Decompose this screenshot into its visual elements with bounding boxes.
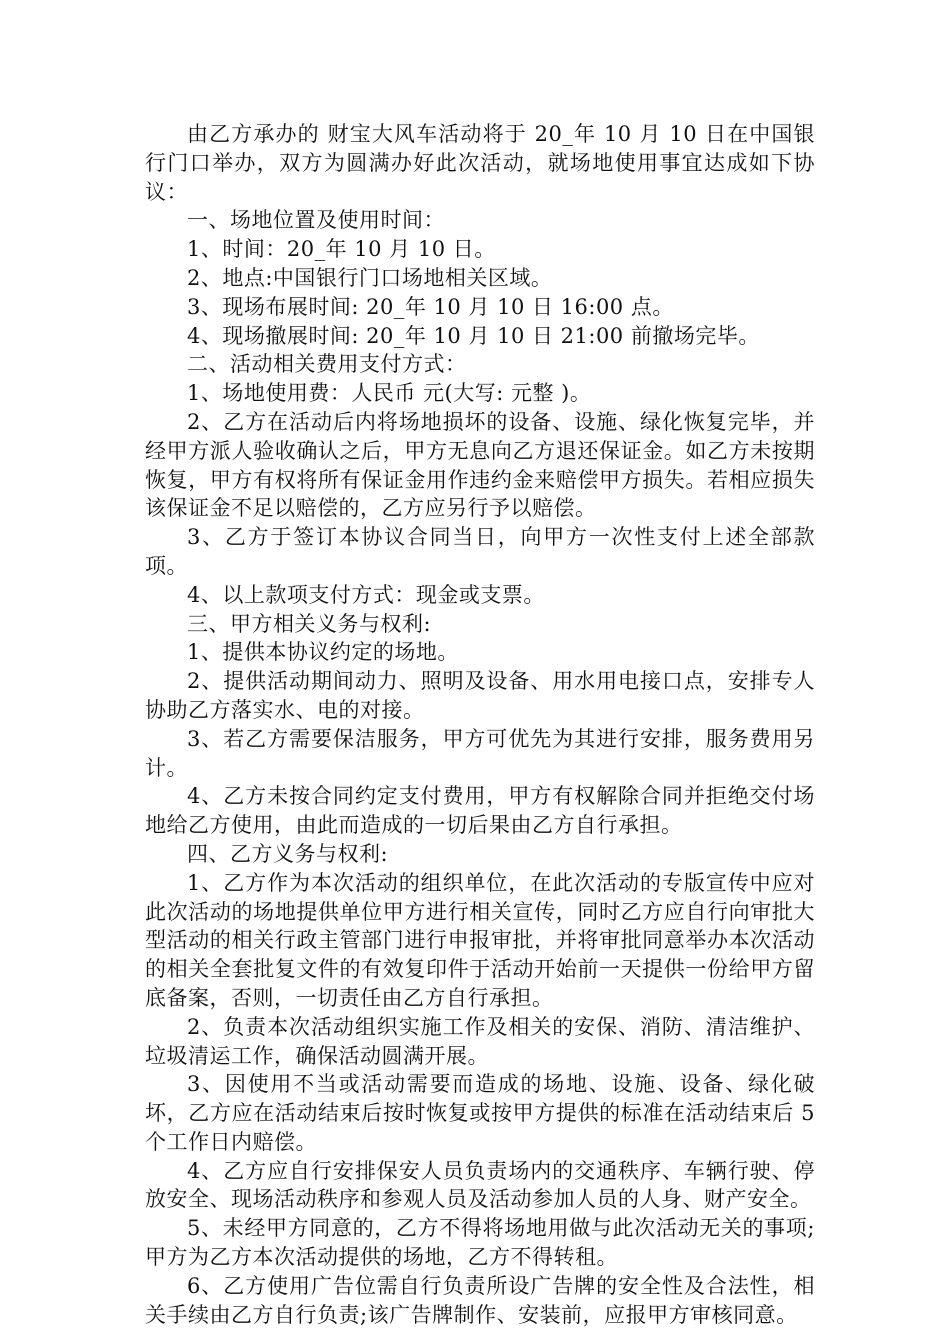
party-a-item-2: 2、提供活动期间动力、照明及设备、用水用电接口点，安排专人协助乙方落实水、电的对接。 <box>145 669 815 722</box>
party-b-item-2: 2、负责本次活动组织实施工作及相关的安保、消防、清洁维护、垃圾清运工作，确保活动圆满开展。 <box>145 1014 815 1068</box>
section-heading-fees: 二、活动相关费用支付方式： <box>187 352 467 377</box>
section-heading-venue: 一、场地位置及使用时间： <box>187 208 445 233</box>
party-a-item-4: 4、乙方未按合同约定支付费用，甲方有权解除合同并拒绝交付场地给乙方使用，由此而造成的一切后果由乙方自行承担。 <box>145 784 815 838</box>
intro-paragraph: 由乙方承办的 财宝大风车活动将于 20_年 10 月 10 日在中国银行门口举办，双方为圆满办好此次活动，就场地使用事宜达成如下协议： <box>145 122 815 204</box>
section-heading-party-a: 三、甲方相关义务与权利: <box>187 611 432 636</box>
venue-item-location: 2、地点:中国银行门口场地相关区域。 <box>187 265 553 290</box>
venue-item-time: 1、时间：20_年 10 月 10 日。 <box>187 237 496 262</box>
party-a-item-3: 3、若乙方需要保洁服务，甲方可优先为其进行安排，服务费用另计。 <box>145 726 815 780</box>
section-heading-party-b: 四、乙方义务与权利: <box>187 841 389 866</box>
fee-item-method: 4、以上款项支付方式：现金或支票。 <box>187 582 545 607</box>
party-b-item-5: 5、未经甲方同意的，乙方不得将场地用做与此次活动无关的事项;甲方为乙方本次活动提供的场地，乙方不得转租。 <box>145 1216 815 1270</box>
fee-item-deposit: 2、乙方在活动后内将场地损坏的设备、设施、绿化恢复完毕，并经甲方派人验收确认之后，甲方无息向乙方退还保证金。如乙方未按期恢复，甲方有权将所有保证金用作违约金来赔偿甲方损失。若相应损失该保证金不足以赔偿的，乙方应另行予以赔偿。 <box>145 409 815 521</box>
fee-item-usage: 1、场地使用费：人民币 元(大写: 元整 )。 <box>187 381 592 406</box>
party-b-item-3: 3、因使用不当或活动需要而造成的场地、设施、设备、绿化破坏，乙方应在活动结束后按时恢复或按甲方提供的标准在活动结束后 5 个工作日内赔偿。 <box>145 1072 815 1154</box>
party-a-item-1: 1、提供本协议约定的场地。 <box>187 640 459 665</box>
party-b-item-4: 4、乙方应自行安排保安人员负责场内的交通秩序、车辆行驶、停放安全、现场活动秩序和参观人员及活动参加人员的人身、财产安全。 <box>145 1158 815 1212</box>
fee-item-payment: 3、乙方于签订本协议合同当日，向甲方一次性支付上述全部款项。 <box>145 525 815 578</box>
party-b-item-6: 6、乙方使用广告位需自行负责所设广告牌的安全性及合法性，相关手续由乙方自行负责;该广告牌制作、安装前，应报甲方审核同意。 <box>145 1273 815 1327</box>
party-b-item-1: 1、乙方作为本次活动的组织单位，在此次活动的专版宣传中应对此次活动的场地提供单位甲方进行相关宣传，同时乙方应自行向审批大型活动的相关行政主管部门进行申报审批，并将审批同意举办本次活动的相关全套批复文件的有效复印件于活动开始前一天提供一份给甲方留底备案，否则，一切责任由乙方自行承担。 <box>145 870 815 1010</box>
venue-item-setup-time: 3、现场布展时间: 20_年 10 月 10 日 16:00 点。 <box>187 294 674 319</box>
venue-item-teardown-time: 4、现场撤展时间: 20_年 10 月 10 日 21:00 前撤场完毕。 <box>187 323 760 348</box>
agreement-body <box>145 120 815 1329</box>
